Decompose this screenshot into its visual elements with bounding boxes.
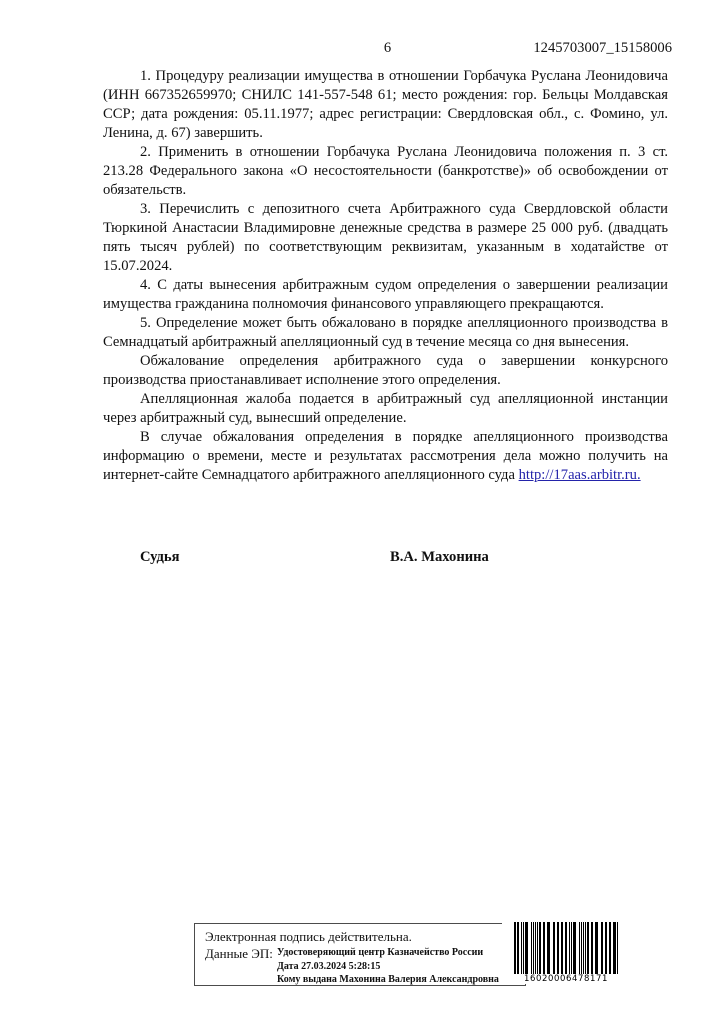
signature-date: Дата 27.03.2024 5:28:15 [277,960,381,972]
barcode-bars [504,922,628,974]
document-id: 1245703007_15158006 [533,40,672,56]
signature-data-label: Данные ЭП: [205,946,273,961]
paragraph-6: Обжалование определения арбитражного суда о завершении конкурсного производства приостанавливает исполнение этого определения. [103,353,668,388]
paragraph-1: 1. Процедуру реализации имущества в отношении Горбачука Руслана Леонидовича (ИНН 667352659970; СНИЛС 141-557-548 61; место рождения: гор. Бельцы Молдавская ССР; дата рождения: 05.11.1977; адрес регистрации: Свердловская обл., с. Фомино, ул. Ленина, д. 67) завершить. [103,68,668,141]
paragraph-8 [103,428,668,485]
paragraph-7: Апелляционная жалоба подается в арбитражный суд апелляционной инстанции через арбитражный суд, вынесший определение. [103,391,668,426]
judge-name: В.А. Махонина [390,549,489,565]
paragraph-5: 5. Определение может быть обжаловано в порядке апелляционного производства в Семнадцатый арбитражный апелляционный суд в течение месяца со дня вынесения. [103,315,668,350]
signature-data-row [205,946,525,987]
signature-row [103,549,668,569]
barcode [502,922,628,984]
signature-details [277,946,499,987]
electronic-signature-stamp [194,923,526,986]
page-number: 6 [383,40,392,56]
signature-valid-text: Электронная подпись действительна. [205,929,412,944]
court-website-link[interactable]: http://17aas.arbitr.ru. [518,467,641,483]
page-header [103,40,672,60]
certifying-center: Удостоверяющий центр Казначейство России [277,947,484,958]
issued-to: Кому выдана Махонина Валерия Александровна [277,974,499,985]
paragraph-3: 3. Перечислить с депозитного счета Арбитражного суда Свердловской области Тюркиной Анастасии Владимировне денежные средства в размере 25 000 руб. (двадцать пять тысяч рублей) по соответствующим реквизитам, указанным в ходатайстве от 15.07.2024. [103,201,668,274]
paragraph-2: 2. Применить в отношении Горбачука Руслана Леонидовича положения п. 3 ст. 213.28 Федерального закона «О несостоятельности (банкротстве)» об освобождении от обязательств. [103,144,668,198]
appeal-info-text: В случае обжалования определения в порядке апелляционного производства информацию о времени, месте и результатах рассмотрения дела можно получить на интернет-сайте Семнадцатого арбитражного апелляционного суда [103,429,668,483]
judge-label: Судья [140,549,180,565]
paragraph-4: 4. С даты вынесения арбитражным судом определения о завершении реализации имущества гражданина полномочия финансового управляющего прекращаются. [103,277,668,312]
ruling-operative-part [103,67,668,485]
barcode-number: 16020006478171 [523,974,609,984]
